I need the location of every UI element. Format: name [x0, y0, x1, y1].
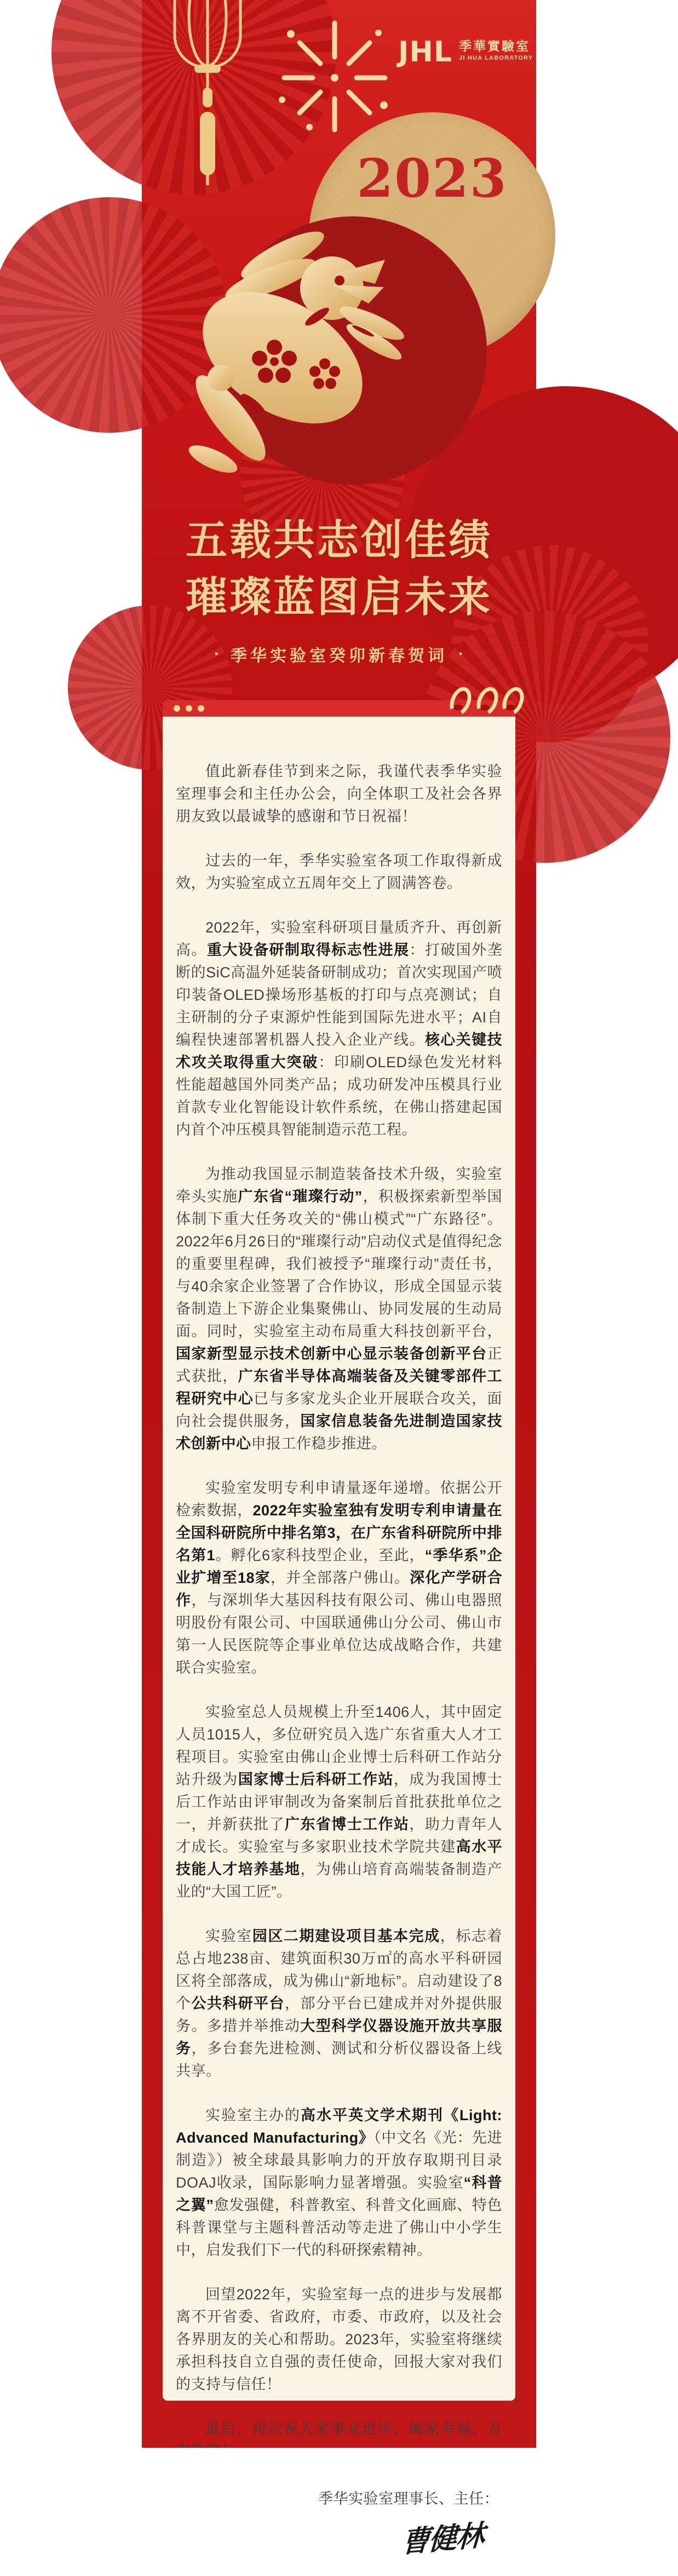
window-dot-icon — [198, 705, 204, 712]
signature-wrap — [176, 2516, 484, 2576]
logo-en-name: JI HUA LABORATORY — [459, 55, 533, 62]
paragraph: 实验室总人员规模上升至1406人，其中固定人员1015人，多位研究员入选广东省重大人才工程项目。实验室由佛山企业博士后科研工作站分站升级为国家博士后科研工作站，成为我国博士后工作站由评审制改为备案制后首批获批单位之一，并新获批了广东省博士工作站，助力青年人才成长。实验室与多家职业技术学院共建高水平技能人才培养基地，为佛山培育高端装备制造产业的“大国工匠”。 — [176, 1704, 503, 1900]
paragraph: 值此新春佳节到来之际，我谨代表季华实验室理事会和主任办公会，向全体职工及社会各界朋友致以最诚挚的感谢和节日祝福！ — [176, 763, 502, 825]
paragraph: 回望2022年，实验室每一点的进步与发展都离不开省委、省政府，市委、市政府，以及社会各界朋友的关心和帮助。2023年，实验室将继续承担科技自立自强的责任使命，回报大家对我们的支持与信任！ — [176, 2286, 502, 2392]
paragraph: 实验室发明专利申请量逐年递增。依据公开检索数据，2022年实验室独有发明专利申请量在全国科研院所中排名第3，在广东省科研院所中排名第1。孵化6家科技型企业，至此，“季华系”企业扩增至18家，并全部落户佛山。深化产学研合作，与深圳华大基因科技有限公司、佛山电器照明股份有限公司、中国联通佛山分公司、佛山市第一人民医院等企事业单位达成战略合作，共建联合实验室。 — [176, 1480, 503, 1676]
paragraph: 实验室主办的高水平英文学术期刊《Light: Advanced Manufacturing》（中文名《光：先进制造》）被全球最具影响力的开放存取期刊目录DOAJ收录，国际影响力显著增强。实验室“科普之翼”愈发强健，科普教室、科普文化画廊、特色科普课堂与主题科普活动等走进了佛山中小学生中，启发我们下一代的科研探索精神。 — [176, 2107, 503, 2258]
paragraph: 实验室园区二期建设项目基本完成，标志着总占地238亩、建筑面积30万㎡的高水平科研园区将全部落成，成为佛山“新地标”。启动建设了8个公共科研平台，部分平台已建成并对外提供服务。多措并举推动大型科学仪器设施开放共享服务，多台套先进检测、测试和分析仪器设备上线共享。 — [176, 1928, 503, 2079]
subtitle-row — [142, 642, 536, 666]
window-dot-icon — [186, 705, 192, 712]
page-title-line2: 璀璨蓝图启未来 — [186, 573, 492, 621]
greeting-card — [163, 700, 515, 2560]
paragraph: 过去的一年，季华实验室各项工作取得新成效，为实验室成立五周年交上了圆满答卷。 — [176, 852, 502, 891]
year-text: 2023 — [357, 147, 508, 209]
lantern-icon — [169, 0, 246, 189]
subtitle-dot-right: · — [458, 645, 464, 663]
paragraph: 2022年，实验室科研项目量质齐升、再创新高。重大设备研制取得标志性进展：打破国外垄断的SiC高温外延装备研制成功；首次实现国产喷印装备OLED操场形基板的打印与点亮测试；自主研制的分子束源炉性能到国际先进水平；AI自编程快速部署机器人投入企业产线。核心关键技术攻关取得重大突破：印刷OLED绿色发光材料性能超越国外同类产品；成功研发冲压模具行业首款专业化智能设计软件系统，在佛山搭建起国内首个冲压模具智能制造示范工程。 — [176, 919, 503, 1138]
paragraph: 为推动我国显示制造装备技术升级，实验室牵头实施广东省“璀璨行动”，积极探索新型举国体制下重大任务攻关的“佛山模式”“广东路径”。2022年6月26日的“璀璨行动”启动仪式是值得纪念的重要里程碑，我们被授予“璀璨行动”责任书，与40余家企业签署了合作协议，形成全国显示装备制造上下游企业集聚佛山、协同发展的生动局面。同时，实验室主动布局重大科技创新平台，国家新型显示技术创新中心显示装备创新平台正式获批，广东省半导体高端装备及关键零部件工程研究中心已与多家龙头企业开展联合攻关，面向社会提供服务，国家信息装备先进制造国家技术创新中心申报工作稳步推进。 — [176, 1166, 503, 1452]
firework-icon — [274, 18, 395, 138]
rabbit-papercut-icon — [170, 224, 411, 481]
signoff: 季华实验室理事长、主任： — [318, 2491, 499, 2507]
subtitle-dot-left: · — [214, 645, 220, 663]
new-year-greeting-poster — [142, 0, 536, 2560]
signature: 曹健林 — [400, 2518, 485, 2560]
brand-logo — [398, 36, 533, 68]
logo-cn-name: 季華實驗室 — [459, 39, 531, 54]
subtitle: 季华实验室癸卯新春贺词 — [231, 646, 447, 666]
letter-body — [163, 717, 515, 2560]
logo-abbr: JHL — [398, 36, 453, 68]
window-dot-icon — [174, 705, 180, 712]
footer-white-strip — [142, 2448, 536, 2488]
page-title-line1: 五载共志创佳绩 — [186, 516, 492, 564]
paragraph: 最后，再次祝大家事业进步、阖家幸福、万 — [205, 2420, 502, 2437]
